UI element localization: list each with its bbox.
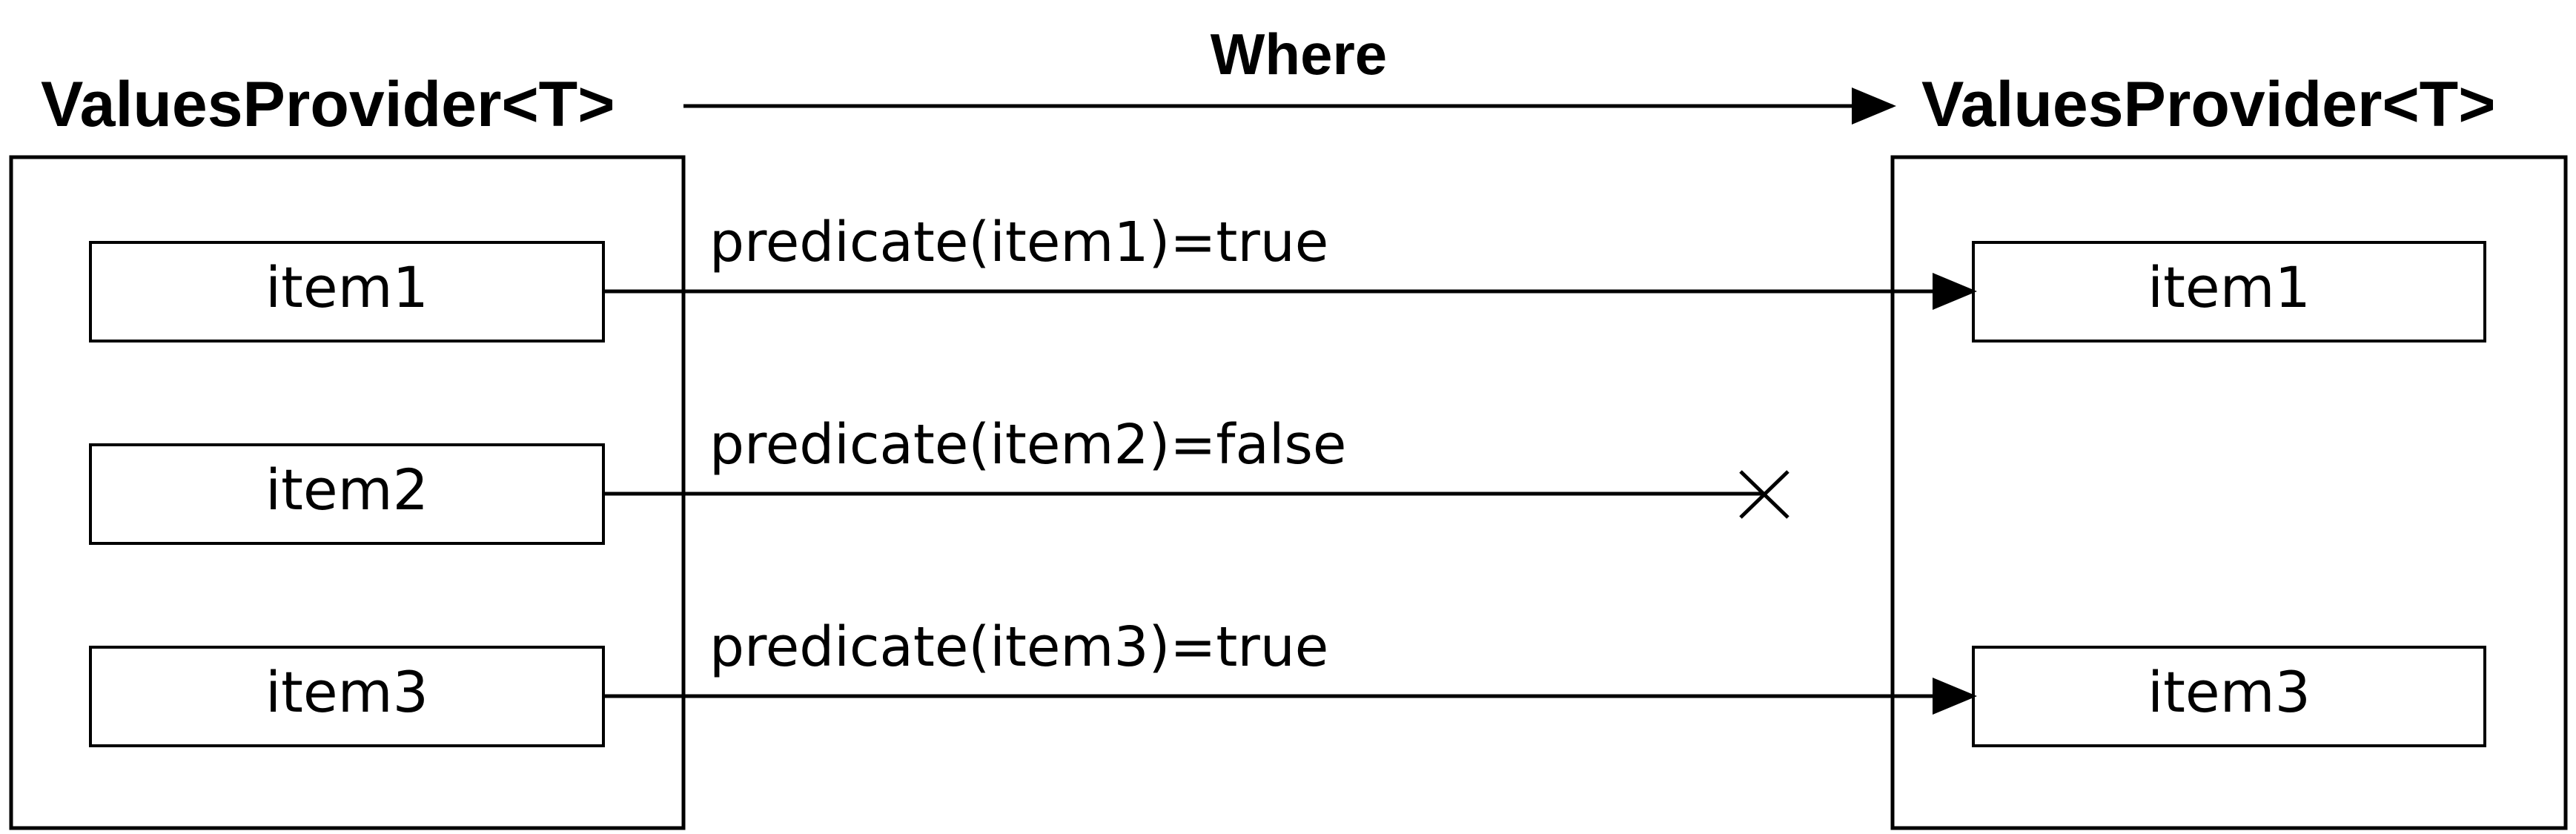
target-item-label: item1 [2147,254,2311,320]
operation-label: Where [1210,21,1388,87]
source-item [90,242,603,341]
source-item [90,445,603,543]
source-item-label: item1 [265,254,429,320]
source-item-label: item2 [265,457,429,523]
predicate-label: predicate(item2)=false [709,413,1347,477]
source-title: ValuesProvider<T> [41,69,615,140]
source-item-label: item3 [265,659,429,725]
predicate-label: predicate(item1)=true [709,211,1329,274]
predicate-label: predicate(item3)=true [709,615,1329,679]
source-item [90,647,603,746]
target-item-label: item3 [2147,659,2311,725]
target-title: ValuesProvider<T> [1921,69,2496,140]
target-item [1973,647,2485,746]
target-item [1973,242,2485,341]
